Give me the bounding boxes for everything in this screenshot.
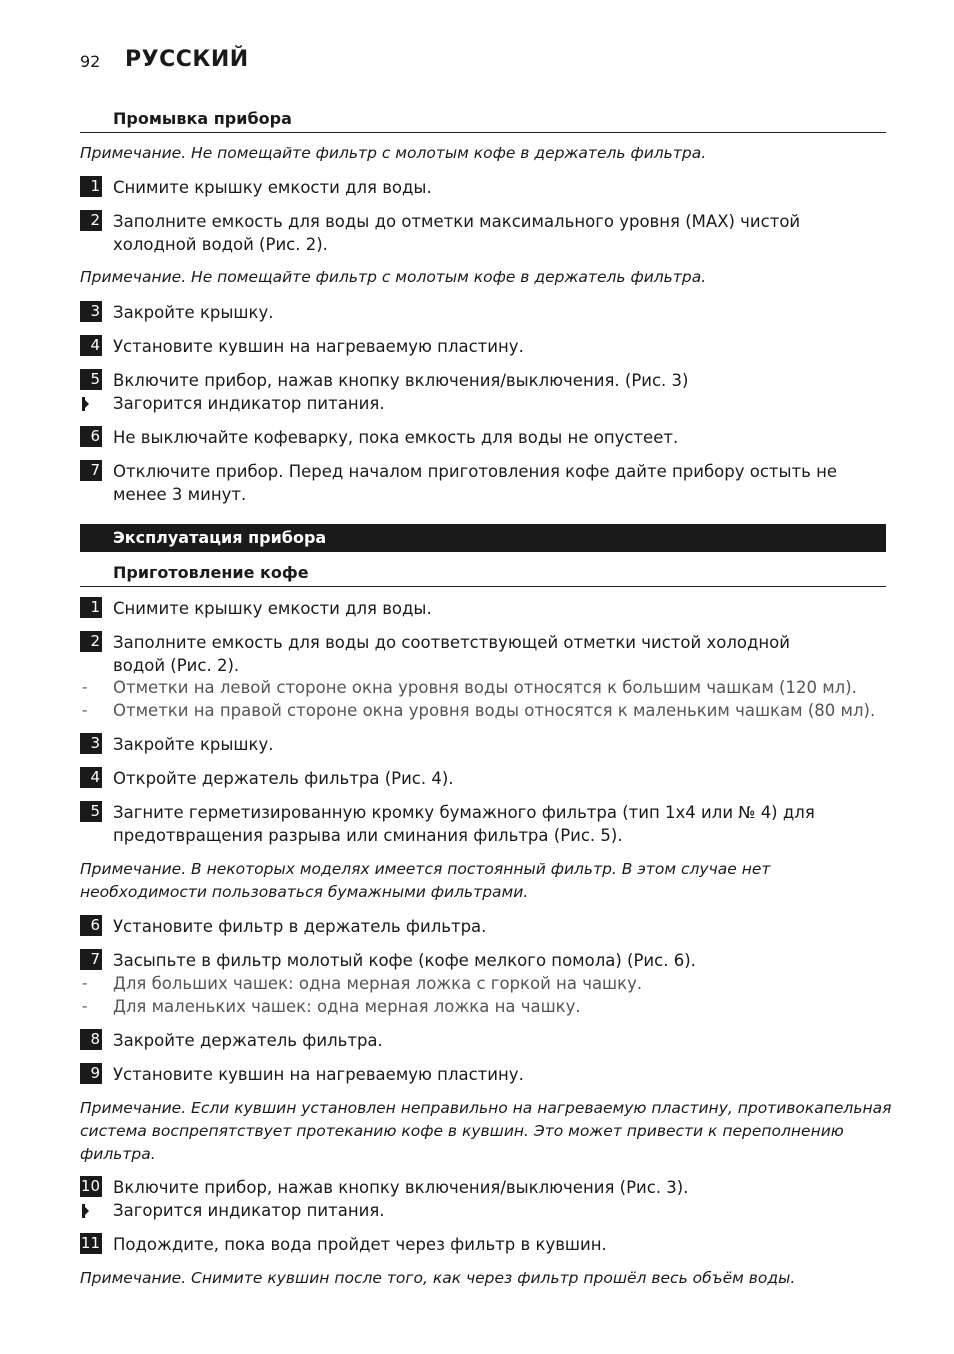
- step-number: 4: [80, 767, 102, 788]
- step-item: [80, 631, 886, 675]
- step-text: Закройте держатель фильтра.: [113, 1031, 383, 1050]
- bullet-item: [80, 972, 886, 995]
- step-number: 3: [80, 733, 102, 754]
- section-heading-rinsing: [80, 108, 886, 133]
- step-number: 1: [80, 597, 102, 618]
- note-line: фильтра.: [80, 1145, 156, 1163]
- step-text: Подождите, пока вода пройдет через фильтр в кувшин.: [113, 1235, 607, 1254]
- result-text: Загорится индикатор питания.: [113, 394, 385, 413]
- step-text: Отключите прибор. Перед началом приготовления кофе дайте прибору остыть не: [113, 462, 838, 481]
- step-item: [80, 369, 886, 391]
- result-arrow-icon: [82, 397, 89, 411]
- note-line: Примечание. В некоторых моделях имеется постоянный фильтр. В этом случае нет: [80, 860, 771, 878]
- step-number: 4: [80, 335, 102, 356]
- step-item: [80, 1029, 886, 1051]
- step-item: [80, 801, 886, 845]
- step-number: 1: [80, 176, 102, 197]
- step-text: Включите прибор, нажав кнопку включения/выключения. (Рис. 3): [113, 371, 689, 390]
- result-arrow-icon: [82, 1204, 89, 1218]
- bullet-text: Отметки на правой стороне окна уровня воды относятся к маленьким чашкам (80 мл).: [113, 701, 876, 720]
- step-number: 3: [80, 301, 102, 322]
- step-item: [80, 301, 886, 323]
- step-number: 5: [80, 369, 102, 390]
- bullet-item: [80, 676, 886, 699]
- step-item: [80, 460, 886, 504]
- step-number: 5: [80, 801, 102, 822]
- step-number: 9: [80, 1063, 102, 1084]
- heading-text: Приготовление кофе: [113, 563, 309, 582]
- bullet-item: [80, 699, 886, 722]
- step-text: Включите прибор, нажав кнопку включения/выключения (Рис. 3).: [113, 1178, 689, 1197]
- result-item: [80, 1199, 886, 1222]
- step-item: [80, 1063, 886, 1085]
- note: [80, 1097, 892, 1166]
- note: [80, 858, 886, 904]
- note-line: система воспрепятствует протеканию кофе в кувшин. Это может привести к переполнению: [80, 1122, 844, 1140]
- step-item: [80, 210, 886, 254]
- step-item: [80, 733, 886, 755]
- step-item: [80, 915, 886, 937]
- step-number: 6: [80, 915, 102, 936]
- step-text: Откройте держатель фильтра (Рис. 4).: [113, 769, 454, 788]
- step-text: Закройте крышку.: [113, 735, 274, 754]
- step-item: [80, 597, 886, 619]
- bullet-text: Для маленьких чашек: одна мерная ложка на чашку.: [113, 997, 581, 1016]
- step-text: Загните герметизированную кромку бумажного фильтра (тип 1x4 или № 4) для: [113, 803, 815, 822]
- step-number: 7: [80, 460, 102, 481]
- step-number: 2: [80, 631, 102, 652]
- step-text: Засыпьте в фильтр молотый кофе (кофе мелкого помола) (Рис. 6).: [113, 951, 696, 970]
- language-title: РУССКИЙ: [125, 47, 249, 72]
- step-text: Установите фильтр в держатель фильтра.: [113, 917, 487, 936]
- step-text: Не выключайте кофеварку, пока емкость для воды не опустеет.: [113, 428, 679, 447]
- note: Примечание. Не помещайте фильтр с молотым кофе в держатель фильтра.: [80, 144, 707, 162]
- step-number: 2: [80, 210, 102, 231]
- dash-marker: -: [82, 974, 88, 992]
- step-text-continued: холодной водой (Рис. 2).: [113, 235, 328, 254]
- heading-text: Промывка прибора: [113, 109, 292, 128]
- step-text-continued: предотвращения разрыва или сминания фильтра (Рис. 5).: [113, 826, 623, 845]
- step-number: 10: [80, 1177, 100, 1195]
- step-item: [80, 767, 886, 789]
- step-text: Снимите крышку емкости для воды.: [113, 599, 432, 618]
- step-text: Установите кувшин на нагреваемую пластину.: [113, 337, 524, 356]
- bullet-item: [80, 995, 886, 1018]
- result-item: [80, 392, 886, 415]
- step-text: Заполните емкость для воды до отметки максимального уровня (MAX) чистой: [113, 212, 801, 231]
- step-item: [80, 949, 886, 971]
- bullet-text: Отметки на левой стороне окна уровня воды относятся к большим чашкам (120 мл).: [113, 678, 857, 697]
- step-number: 11: [80, 1234, 100, 1252]
- dash-marker: -: [82, 997, 88, 1015]
- section-band-using-appliance: [80, 524, 886, 552]
- note: Примечание. Снимите кувшин после того, как через фильтр прошёл весь объём воды.: [80, 1269, 796, 1287]
- step-text: Снимите крышку емкости для воды.: [113, 178, 432, 197]
- step-item: [80, 1233, 886, 1255]
- step-text: Установите кувшин на нагреваемую пластину.: [113, 1065, 524, 1084]
- dash-marker: -: [82, 678, 88, 696]
- section-heading-making-coffee: [80, 562, 886, 587]
- step-text: Заполните емкость для воды до соответствующей отметки чистой холодной: [113, 633, 790, 652]
- step-number: 7: [80, 949, 102, 970]
- step-number: 8: [80, 1029, 102, 1050]
- note: Примечание. Не помещайте фильтр с молотым кофе в держатель фильтра.: [80, 268, 707, 286]
- step-item: [80, 426, 886, 448]
- band-text: Эксплуатация прибора: [113, 528, 327, 547]
- result-text: Загорится индикатор питания.: [113, 1201, 385, 1220]
- note-line: необходимости пользоваться бумажными фильтрами.: [80, 883, 529, 901]
- step-item: [80, 335, 886, 357]
- dash-marker: -: [82, 701, 88, 719]
- step-item: [80, 176, 886, 198]
- page-number: 92: [80, 52, 101, 71]
- step-text-continued: водой (Рис. 2).: [113, 656, 240, 675]
- step-item: [80, 1176, 886, 1198]
- note-line: Примечание. Если кувшин установлен неправильно на нагреваемую пластину, противокапельная: [80, 1099, 892, 1117]
- step-text-continued: менее 3 минут.: [113, 485, 247, 504]
- step-number: 6: [80, 426, 102, 447]
- bullet-text: Для больших чашек: одна мерная ложка с горкой на чашку.: [113, 974, 643, 993]
- step-text: Закройте крышку.: [113, 303, 274, 322]
